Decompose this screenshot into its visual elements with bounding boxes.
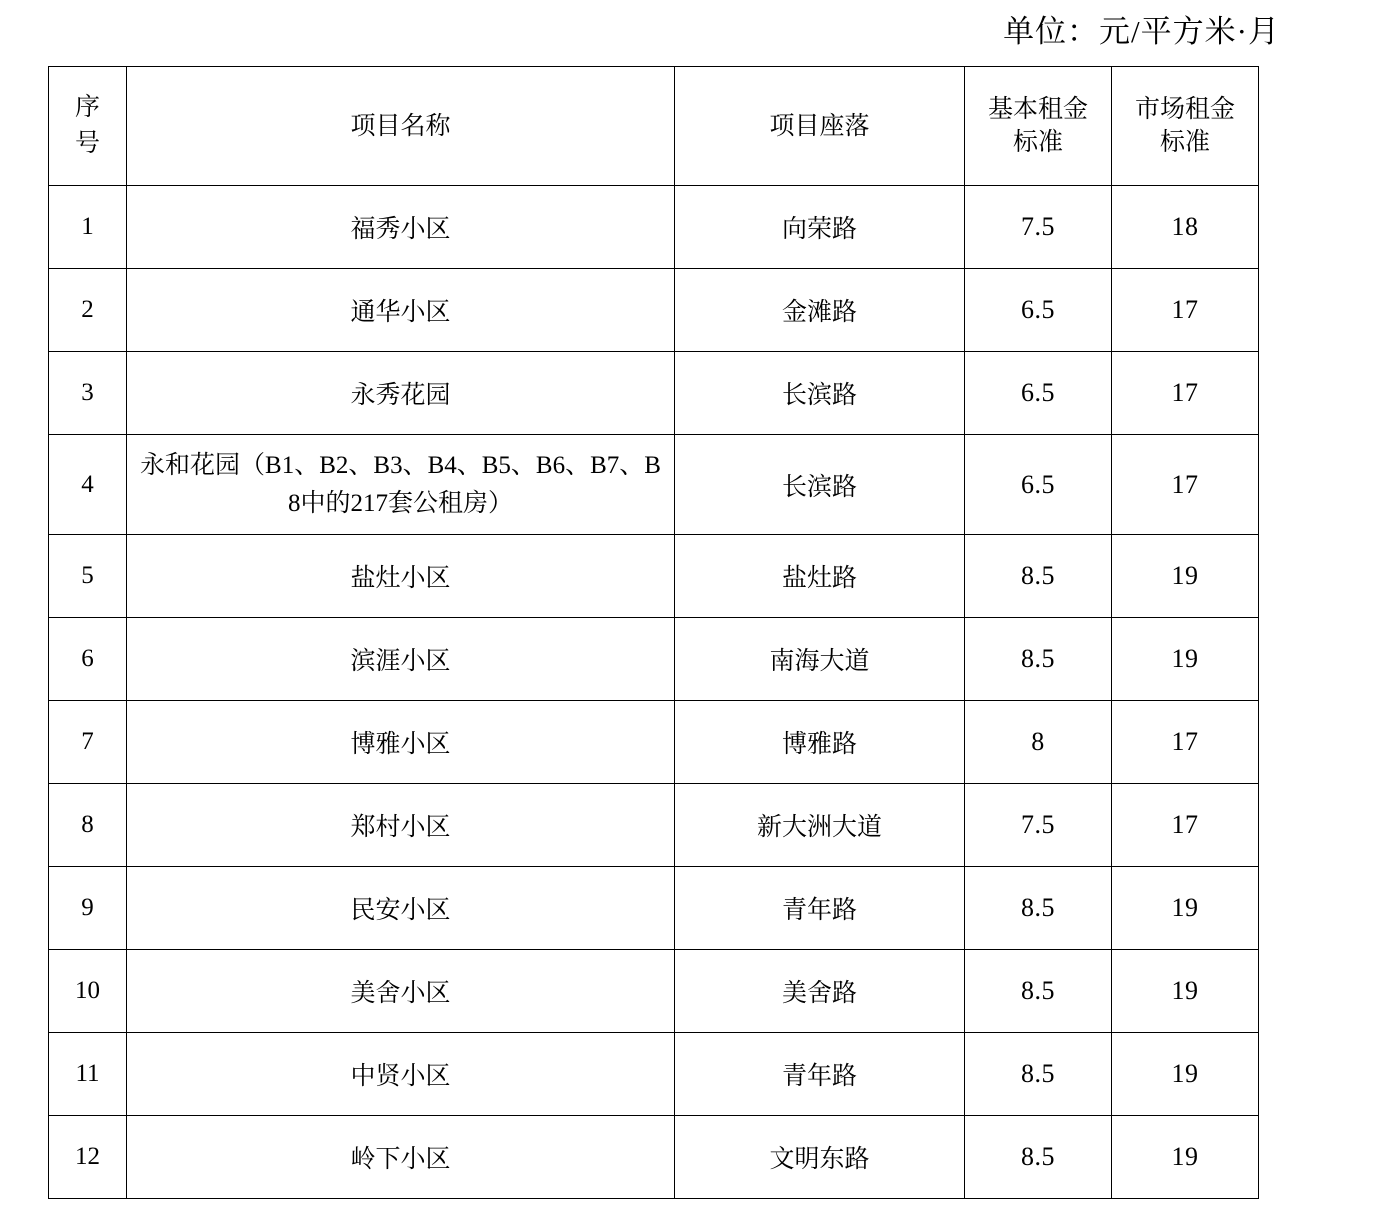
cell-location: 青年路 <box>675 1033 965 1116</box>
cell-location: 盐灶路 <box>675 535 965 618</box>
cell-name: 岭下小区 <box>127 1116 675 1199</box>
cell-location: 美舍路 <box>675 950 965 1033</box>
column-header-market-rent-line1: 市场租金 <box>1134 96 1235 123</box>
cell-name: 福秀小区 <box>127 186 675 269</box>
table-row <box>49 1033 1259 1116</box>
cell-name: 博雅小区 <box>127 701 675 784</box>
cell-location: 博雅路 <box>675 701 965 784</box>
cell-base-rent: 6.5 <box>965 352 1112 435</box>
cell-market-rent: 17 <box>1112 435 1259 535</box>
table-row <box>49 435 1259 535</box>
column-header-index-line2: 号 <box>74 130 100 157</box>
table-row <box>49 701 1259 784</box>
cell-market-rent: 18 <box>1112 186 1259 269</box>
table-row <box>49 186 1259 269</box>
cell-market-rent: 17 <box>1112 269 1259 352</box>
cell-name: 民安小区 <box>127 867 675 950</box>
table-row <box>49 1116 1259 1199</box>
cell-index: 9 <box>49 867 127 950</box>
cell-name: 美舍小区 <box>127 950 675 1033</box>
table-row <box>49 950 1259 1033</box>
table-header <box>49 67 1259 186</box>
cell-index: 8 <box>49 784 127 867</box>
cell-location: 文明东路 <box>675 1116 965 1199</box>
cell-location: 向荣路 <box>675 186 965 269</box>
cell-index: 5 <box>49 535 127 618</box>
table-row <box>49 867 1259 950</box>
cell-base-rent: 7.5 <box>965 784 1112 867</box>
cell-base-rent: 8.5 <box>965 1116 1112 1199</box>
cell-base-rent: 6.5 <box>965 269 1112 352</box>
cell-index: 2 <box>49 269 127 352</box>
cell-index: 4 <box>49 435 127 535</box>
column-header-market-rent-line2: 标准 <box>1159 129 1210 156</box>
cell-market-rent: 19 <box>1112 867 1259 950</box>
cell-market-rent: 17 <box>1112 701 1259 784</box>
column-header-index <box>49 67 127 186</box>
table-row <box>49 618 1259 701</box>
cell-name: 中贤小区 <box>127 1033 675 1116</box>
cell-index: 11 <box>49 1033 127 1116</box>
cell-market-rent: 17 <box>1112 784 1259 867</box>
cell-market-rent: 19 <box>1112 950 1259 1033</box>
cell-base-rent: 8.5 <box>965 618 1112 701</box>
table-row <box>49 784 1259 867</box>
cell-base-rent: 8.5 <box>965 1033 1112 1116</box>
cell-base-rent: 6.5 <box>965 435 1112 535</box>
column-header-index-line1: 序 <box>74 93 100 121</box>
cell-index: 1 <box>49 186 127 269</box>
table-row <box>49 352 1259 435</box>
rent-standard-table <box>48 66 1259 1199</box>
column-header-base-rent-line2: 标准 <box>1012 129 1063 156</box>
cell-market-rent: 19 <box>1112 1033 1259 1116</box>
cell-index: 10 <box>49 950 127 1033</box>
cell-market-rent: 17 <box>1112 352 1259 435</box>
cell-name: 郑村小区 <box>127 784 675 867</box>
column-header-market-rent <box>1112 67 1259 186</box>
cell-name-line2: 8中的217套公租房） <box>287 489 513 517</box>
cell-name: 永秀花园 <box>127 352 675 435</box>
unit-note: 单位：元/平方米·月 <box>1003 14 1280 49</box>
rent-standard-table-wrapper <box>48 66 1258 1199</box>
column-header-base-rent-line1: 基本租金 <box>987 96 1088 123</box>
cell-base-rent: 8 <box>965 701 1112 784</box>
cell-name: 通华小区 <box>127 269 675 352</box>
cell-index: 7 <box>49 701 127 784</box>
cell-name: 盐灶小区 <box>127 535 675 618</box>
cell-location: 金滩路 <box>675 269 965 352</box>
cell-market-rent: 19 <box>1112 535 1259 618</box>
table-row <box>49 269 1259 352</box>
table-body <box>49 186 1259 1199</box>
table-header-row <box>49 67 1259 186</box>
cell-location: 新大洲大道 <box>675 784 965 867</box>
table-row <box>49 535 1259 618</box>
cell-base-rent: 8.5 <box>965 867 1112 950</box>
column-header-base-rent <box>965 67 1112 186</box>
cell-index: 3 <box>49 352 127 435</box>
cell-base-rent: 7.5 <box>965 186 1112 269</box>
cell-location: 南海大道 <box>675 618 965 701</box>
column-header-name: 项目名称 <box>127 67 675 186</box>
column-header-location: 项目座落 <box>675 67 965 186</box>
cell-name <box>127 435 675 535</box>
cell-base-rent: 8.5 <box>965 535 1112 618</box>
cell-market-rent: 19 <box>1112 1116 1259 1199</box>
cell-location: 长滨路 <box>675 352 965 435</box>
cell-index: 6 <box>49 618 127 701</box>
cell-base-rent: 8.5 <box>965 950 1112 1033</box>
cell-name-line1: 永和花园（B1、B2、B3、B4、B5、B6、B7、B <box>140 452 661 479</box>
cell-location: 青年路 <box>675 867 965 950</box>
cell-location: 长滨路 <box>675 435 965 535</box>
cell-market-rent: 19 <box>1112 618 1259 701</box>
cell-index: 12 <box>49 1116 127 1199</box>
cell-name: 滨涯小区 <box>127 618 675 701</box>
